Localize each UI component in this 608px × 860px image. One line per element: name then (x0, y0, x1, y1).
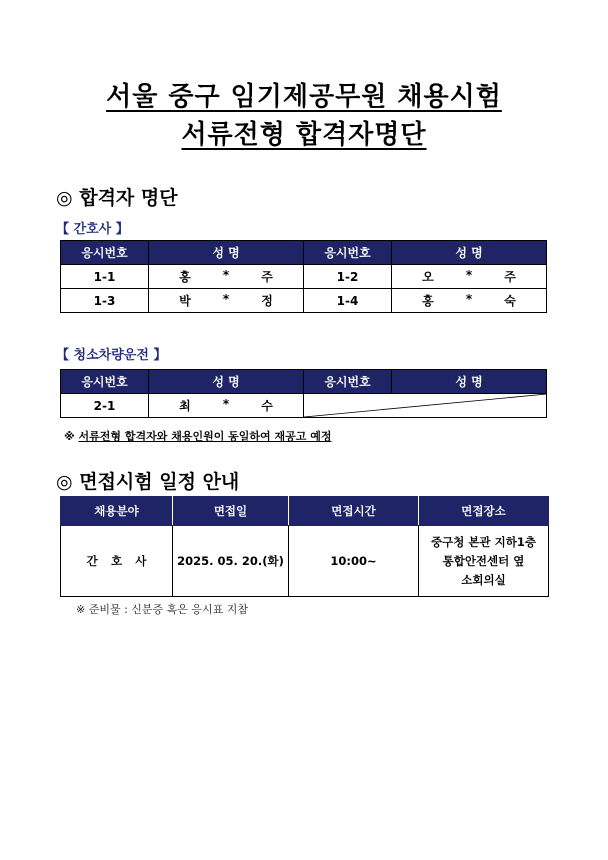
applicant-name: 오 * 주 (392, 265, 547, 289)
double-circle-icon: ◎ (56, 471, 73, 493)
table-header-row (61, 241, 547, 265)
cleaner-roster-table (60, 369, 547, 418)
interview-time: 10:00~ (289, 526, 419, 597)
document-subtitle: 서류전형 합격자명단 (181, 120, 427, 150)
subheading-cleaning-vehicle-driver: 【 청소차량운전 】 (56, 348, 167, 363)
section-heading-passers: ◎ 합격자 명단 (56, 187, 178, 209)
subheading-nurse: 【 간호사 】 (56, 222, 129, 237)
column-header: 성 명 (392, 241, 547, 265)
applicant-number: 1-2 (304, 265, 392, 289)
column-header: 성 명 (149, 370, 304, 394)
table-row (61, 289, 547, 313)
double-circle-icon: ◎ (56, 187, 73, 209)
column-header: 응시번호 (61, 241, 149, 265)
table-header-row (61, 370, 547, 394)
reference-mark: ※ (64, 430, 75, 443)
section-heading-interview: ◎ 면접시험 일정 안내 (56, 471, 240, 493)
preparation-note: ※ 준비물 : 신분증 혹은 응시표 지참 (76, 603, 249, 616)
applicant-number: 1-3 (61, 289, 149, 313)
applicant-number: 1-4 (304, 289, 392, 313)
column-header: 면접장소 (419, 497, 549, 526)
column-header: 면접시간 (289, 497, 419, 526)
applicant-number: 2-1 (61, 394, 149, 418)
interview-date: 2025. 05. 20.(화) (173, 526, 289, 597)
readvertisement-notice: ※ 서류전형 합격자와 채용인원이 동일하여 재공고 예정 (64, 430, 332, 443)
table-row (61, 526, 549, 597)
interview-schedule-table (60, 496, 549, 597)
column-header: 응시번호 (61, 370, 149, 394)
table-row (61, 265, 547, 289)
interview-place: 중구청 본관 지하1층 통합안전센터 옆 소회의실 (419, 526, 549, 597)
column-header: 채용분야 (61, 497, 173, 526)
column-header: 성 명 (149, 241, 304, 265)
column-header: 응시번호 (304, 241, 392, 265)
diagonal-strike (304, 394, 547, 417)
recruitment-field: 간 호 사 (61, 526, 173, 597)
nurse-roster-table (60, 240, 547, 313)
applicant-name: 최 * 수 (149, 394, 304, 418)
applicant-name: 박 * 정 (149, 289, 304, 313)
applicant-number: 1-1 (61, 265, 149, 289)
applicant-name: 홍 * 숙 (392, 289, 547, 313)
column-header: 응시번호 (304, 370, 392, 394)
column-header: 면접일 (173, 497, 289, 526)
column-header: 성 명 (392, 370, 547, 394)
empty-cell-diagonal (304, 394, 547, 418)
table-row (61, 394, 547, 418)
table-header-row (61, 497, 549, 526)
document-title: 서울 중구 임기제공무원 채용시험 (106, 82, 502, 112)
applicant-name: 홍 * 주 (149, 265, 304, 289)
